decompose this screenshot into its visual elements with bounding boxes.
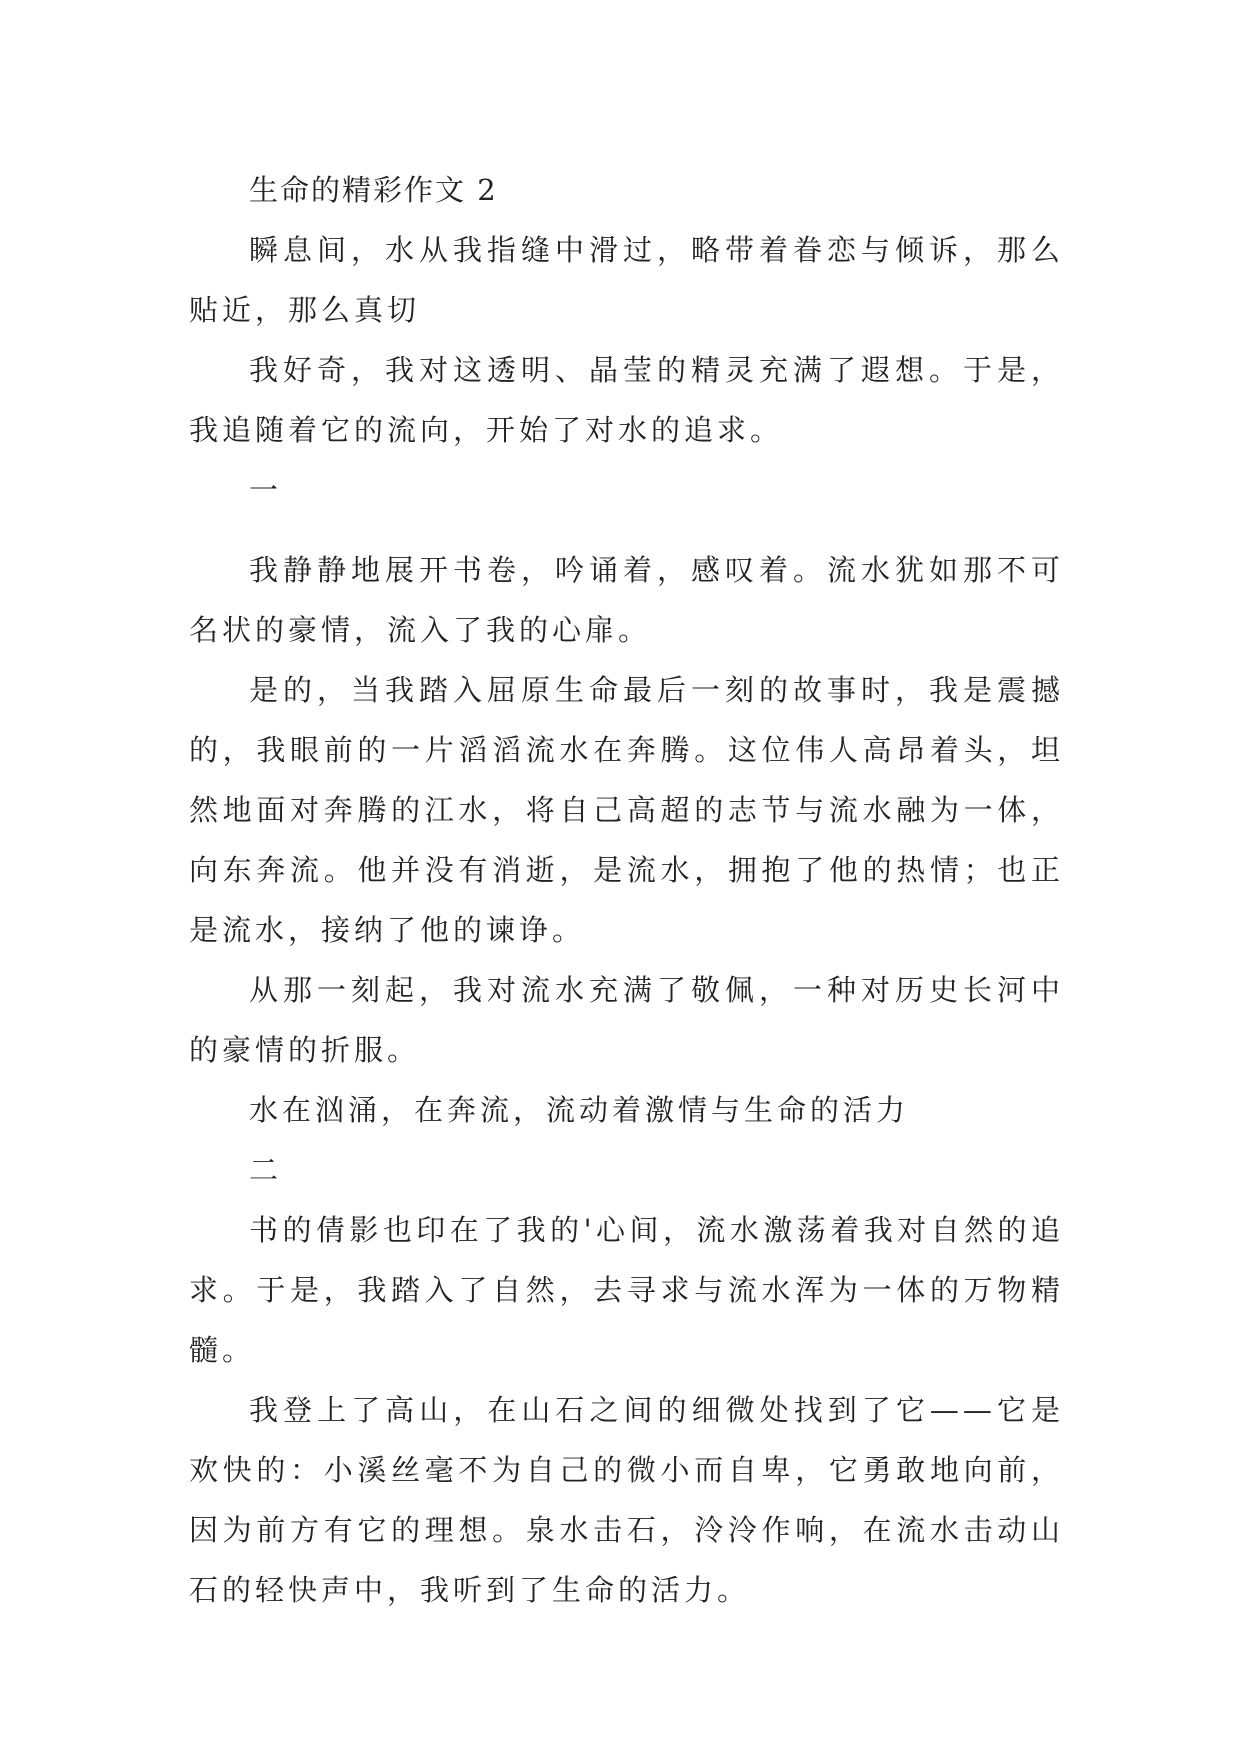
paragraph-6: 水在汹涌，在奔流，流动着激情与生命的活力 bbox=[249, 1093, 910, 1127]
paragraph-3: 我静静地展开书卷，吟诵着，感叹着。流水犹如那不可名状的豪情，流入了我的心扉。 bbox=[189, 553, 1064, 647]
paragraph-4: 是的，当我踏入屈原生命最后一刻的故事时，我是震撼的，我眼前的一片滔滔流水在奔腾。这位伟人高昂着头，坦然地面对奔腾的江水，将自己高超的志节与流水融为一体，向东奔流。他并没有消逝，是流水，拥抱了他的热情；也正是流水，接纳了他的谏诤。 bbox=[189, 673, 1064, 947]
document-body bbox=[189, 160, 1064, 1620]
paragraph-8: 我登上了高山，在山石之间的细微处找到了它——它是欢快的：小溪丝毫不为自己的微小而自卑，它勇敢地向前，因为前方有它的理想。泉水击石，泠泠作响，在流水击动山石的轻快声中，我听到了生命的活力。 bbox=[189, 1393, 1064, 1607]
section-heading-two: 二 bbox=[249, 1153, 283, 1187]
paragraph-2: 我好奇，我对这透明、晶莹的精灵充满了遐想。于是，我追随着它的流向，开始了对水的追求。 bbox=[189, 353, 1064, 447]
section-heading-one: 一 bbox=[249, 473, 283, 507]
paragraph-1: 瞬息间，水从我指缝中滑过，略带着眷恋与倾诉，那么贴近，那么真切 bbox=[189, 233, 1064, 327]
essay-title: 生命的精彩作文 2 bbox=[249, 173, 498, 207]
paragraph-5: 从那一刻起，我对流水充满了敬佩，一种对历史长河中的豪情的折服。 bbox=[189, 973, 1064, 1067]
paragraph-7: 书的倩影也印在了我的'心间，流水激荡着我对自然的追求。于是，我踏入了自然，去寻求与流水浑为一体的万物精髓。 bbox=[189, 1213, 1064, 1367]
